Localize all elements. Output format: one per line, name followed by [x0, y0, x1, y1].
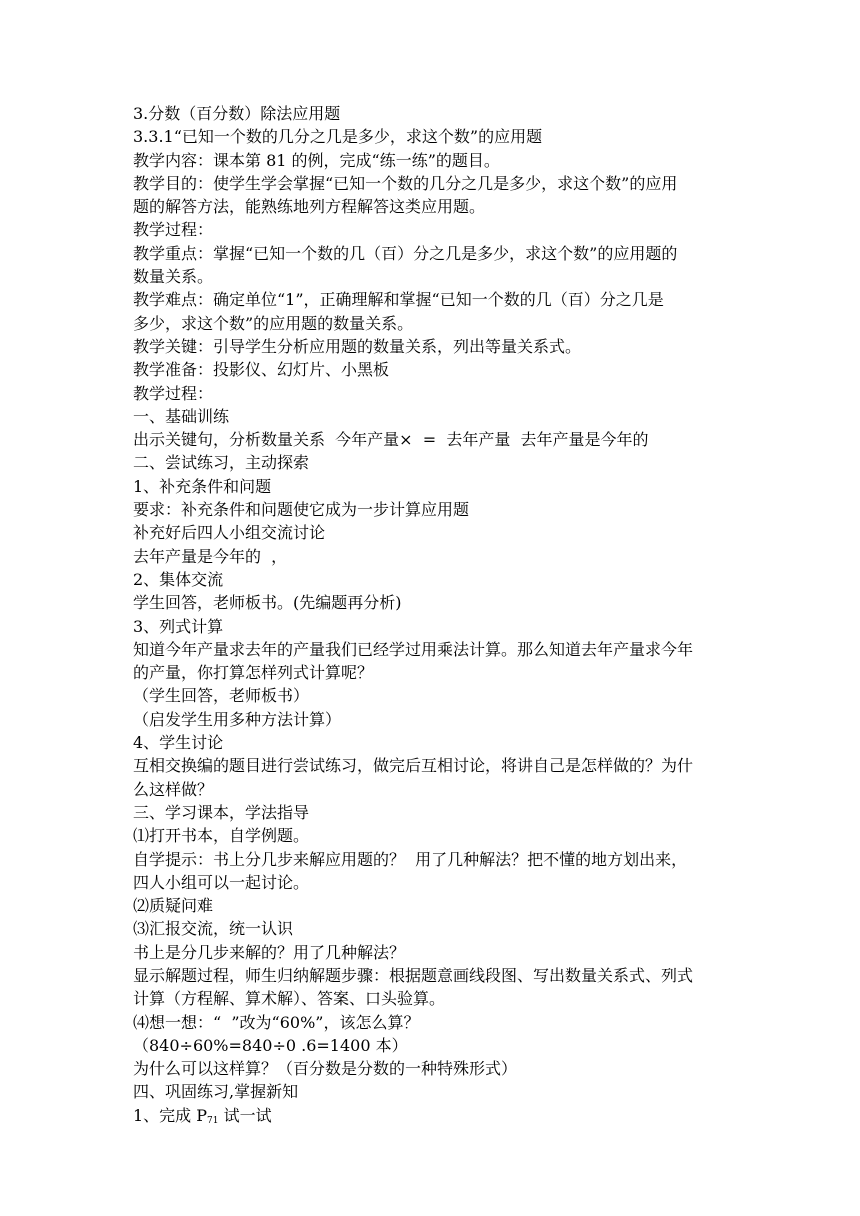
text-line: （学生回答，老师板书）	[133, 686, 310, 706]
section-heading: 3.分数（百分数）除法应用题	[133, 104, 341, 123]
section-heading: 一、基础训练	[133, 406, 230, 426]
text-line: ⑶汇报交流，统一认识	[133, 919, 294, 939]
text-line: 教学准备：投影仪、幻灯片、小黑板	[133, 360, 390, 380]
text-line-last	[133, 1104, 733, 1127]
text-line: 教学重点：掌握“已知一个数的几（百）分之几是多少，求这个数”的应用题的	[133, 243, 678, 263]
text-line: （840÷60%=840÷0 .6=1400 本）	[133, 1035, 408, 1055]
text-line: 出示关键句，分析数量关系 今年产量× = 去年产量 去年产量是今年的	[133, 430, 649, 450]
text-line: 多少，求这个数”的应用题的数量关系。	[133, 313, 414, 333]
document-body	[133, 102, 733, 1127]
text-line: 要求：补充条件和问题使它成为一步计算应用题	[133, 500, 470, 520]
text-line: 的产量，你打算怎样列式计算呢？	[133, 663, 374, 683]
text-line: 为什么可以这样算？（百分数是分数的一种特殊形式）	[133, 1059, 518, 1079]
text-line: ⑴打开书本，自学例题。	[133, 826, 310, 846]
text-line: 四人小组可以一起讨论。	[133, 872, 310, 892]
text-line: 补充好后四人小组交流讨论	[133, 523, 326, 543]
text-line: ⑵质疑问难	[133, 896, 214, 916]
page-subscript: 71	[207, 1115, 219, 1126]
text-line: 学生回答，老师板书。(先编题再分析)	[133, 593, 402, 613]
text-line: 教学目的：使学生学会掌握“已知一个数的几分之几是多少，求这个数”的应用	[133, 173, 678, 193]
text-line: 教学难点：确定单位“1”，正确理解和掌握“已知一个数的几（百）分之几是	[133, 290, 664, 310]
text-line: 3、列式计算	[133, 616, 224, 636]
last-line-suffix: 试一试	[218, 1105, 272, 1125]
text-line: 1、补充条件和问题	[133, 476, 272, 496]
text-line: 互相交换编的题目进行尝试练习，做完后互相讨论，将讲自己是怎样做的？为什	[133, 756, 694, 776]
text-line: 么这样做？	[133, 779, 214, 799]
lesson-title: 3.3.1“已知一个数的几分之几是多少，求这个数”的应用题	[133, 127, 543, 147]
text-line: （启发学生用多种方法计算）	[133, 709, 342, 729]
text-line: 数量关系。	[133, 267, 214, 287]
text-line: 自学提示：书上分几步来解应用题的？ 用了几种解法？把不懂的地方划出来，	[133, 849, 688, 869]
text-line: 计算（方程解、算术解）、答案、口头验算。	[133, 989, 446, 1009]
text-line: 知道今年产量求去年的产量我们已经学过用乘法计算。那么知道去年产量求今年	[133, 639, 694, 659]
text-line: 教学过程：	[133, 220, 214, 240]
section-heading: 二、尝试练习，主动探索	[133, 453, 310, 473]
text-line: ⑷想一想：“ ”改为“60%”，该怎么算？	[133, 1012, 420, 1032]
last-line-prefix: 1、完成 P	[133, 1105, 208, 1125]
text-line: 4、学生讨论	[133, 733, 224, 753]
text-line: 教学过程：	[133, 383, 214, 403]
text-line: 教学内容：课本第 81 的例，完成“练一练”的题目。	[133, 150, 500, 170]
section-heading: 三、学习课本，学法指导	[133, 802, 310, 822]
text-line: 2、集体交流	[133, 569, 224, 589]
text-line: 书上是分几步来解的？用了几种解法？	[133, 942, 406, 962]
text-line: 去年产量是今年的 ，	[133, 546, 288, 566]
section-heading: 四、巩固练习,掌握新知	[133, 1082, 299, 1102]
text-line: 教学关键：引导学生分析应用题的数量关系，列出等量关系式。	[133, 336, 582, 356]
text-line: 显示解题过程，师生归纳解题步骤：根据题意画线段图、写出数量关系式、列式	[133, 965, 694, 985]
text-line: 题的解答方法，能熟练地列方程解答这类应用题。	[133, 197, 486, 217]
